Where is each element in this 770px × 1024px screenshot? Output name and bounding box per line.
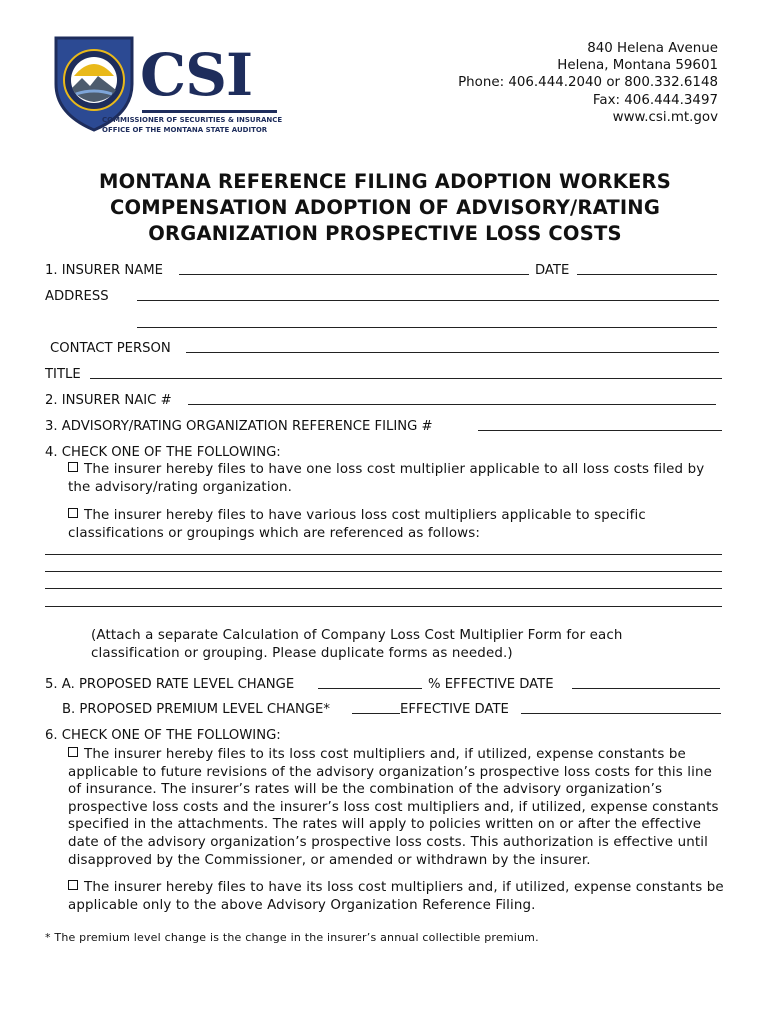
section-4-option-1-text: The insurer hereby files to have one loss cost multiplier applicable to all loss costs filed by the advisory/rating organization. (68, 462, 705, 495)
contact-person-label: CONTACT PERSON (50, 341, 171, 356)
section-4-option-2-checkbox[interactable] (68, 508, 78, 518)
insurer-name-label: 1. INSURER NAME (45, 263, 163, 278)
footnote: * The premium level change is the change in the insurer’s annual collectible premium. (45, 931, 539, 944)
contact-person-field[interactable] (186, 352, 719, 353)
address-fax: Fax: 406.444.3497 (592, 92, 718, 108)
section-4-option-1[interactable] (68, 461, 728, 496)
rate-effective-date-field[interactable] (572, 688, 720, 689)
logo-letters: CSI (140, 41, 253, 109)
form-title-line-1: MONTANA REFERENCE FILING ADOPTION WORKERS (99, 170, 671, 193)
insurer-name-field[interactable] (179, 274, 529, 275)
attach-note: (Attach a separate Calculation of Company Loss Cost Multiplier Form for each classification or grouping. Please duplicate forms as needed.) (91, 628, 623, 661)
address-website: www.csi.mt.gov (612, 109, 718, 125)
address-label: ADDRESS (45, 289, 109, 304)
date-field[interactable] (577, 274, 717, 275)
form-title-line-3: ORGANIZATION PROSPECTIVE LOSS COSTS (148, 222, 622, 245)
form-title (0, 169, 770, 247)
naic-label: 2. INSURER NAIC # (45, 393, 172, 408)
section-6-option-2[interactable] (68, 879, 728, 914)
csi-logo (52, 30, 282, 136)
rate-level-change-field[interactable] (318, 688, 422, 689)
classification-line-1[interactable] (45, 554, 722, 555)
form-title-line-2: COMPENSATION ADOPTION OF ADVISORY/RATING (109, 196, 661, 219)
logo-subtitle-1: COMMISSIONER OF SECURITIES & INSURANCE (102, 116, 283, 124)
reference-filing-field[interactable] (478, 430, 722, 431)
reference-filing-label: 3. ADVISORY/RATING ORGANIZATION REFERENCE FILING # (45, 419, 433, 434)
section-4-option-1-checkbox[interactable] (68, 462, 78, 472)
section-4-option-2[interactable] (68, 507, 698, 542)
address-field-line-1[interactable] (137, 300, 719, 301)
premium-level-change-label: B. PROPOSED PREMIUM LEVEL CHANGE* (62, 702, 330, 717)
section-4-heading: 4. CHECK ONE OF THE FOLLOWING: (45, 445, 281, 460)
rate-effective-date-label: % EFFECTIVE DATE (428, 677, 554, 692)
address-city: Helena, Montana 59601 (557, 58, 718, 74)
classification-line-2[interactable] (45, 571, 722, 572)
section-6-option-2-text: The insurer hereby files to have its loss cost multipliers and, if utilized, expense constants be applicable only to the above Advisory Organization Reference Filing. (68, 880, 724, 913)
section-4-option-2-text: The insurer hereby files to have various loss cost multipliers applicable to specific classifications or groupings which are referenced as follows: (68, 508, 646, 541)
address-phone: Phone: 406.444.2040 or 800.332.6148 (458, 75, 718, 91)
classification-line-3[interactable] (45, 588, 722, 589)
classification-line-4[interactable] (45, 606, 722, 607)
title-label: TITLE (45, 367, 81, 382)
logo-rule (142, 110, 277, 113)
date-label: DATE (535, 263, 570, 278)
premium-level-change-field[interactable] (352, 713, 400, 714)
address-field-line-2[interactable] (137, 327, 717, 328)
rate-level-change-label: 5. A. PROPOSED RATE LEVEL CHANGE (45, 677, 295, 692)
naic-field[interactable] (188, 404, 716, 405)
logo-subtitle-2: OFFICE OF THE MONTANA STATE AUDITOR (102, 126, 268, 134)
title-field[interactable] (90, 378, 722, 379)
address-block (458, 40, 718, 126)
section-6-option-2-checkbox[interactable] (68, 880, 78, 890)
section-6-option-1[interactable] (68, 746, 723, 869)
address-street: 840 Helena Avenue (587, 41, 718, 56)
premium-effective-date-field[interactable] (521, 713, 721, 714)
section-6-option-1-text: The insurer hereby files to its loss cost multipliers and, if utilized, expense constants be applicable to future revisions of the advisory organization’s prospective loss costs for this line of insurance. The insurer’s rates will be the combination of the advisory organization’s prospective loss costs and the insurer’s loss cost multipliers and, if utilized, expense constants specified in the attachments. The rates will apply to policies written on or after the effective date of the advisory organization’s prospective loss costs. This authorization is effective until disapproved by the Commissioner, or amended or withdrawn by the insurer. (68, 747, 719, 868)
section-6-option-1-checkbox[interactable] (68, 747, 78, 757)
premium-effective-date-label: EFFECTIVE DATE (400, 702, 509, 717)
section-6-heading: 6. CHECK ONE OF THE FOLLOWING: (45, 728, 281, 743)
